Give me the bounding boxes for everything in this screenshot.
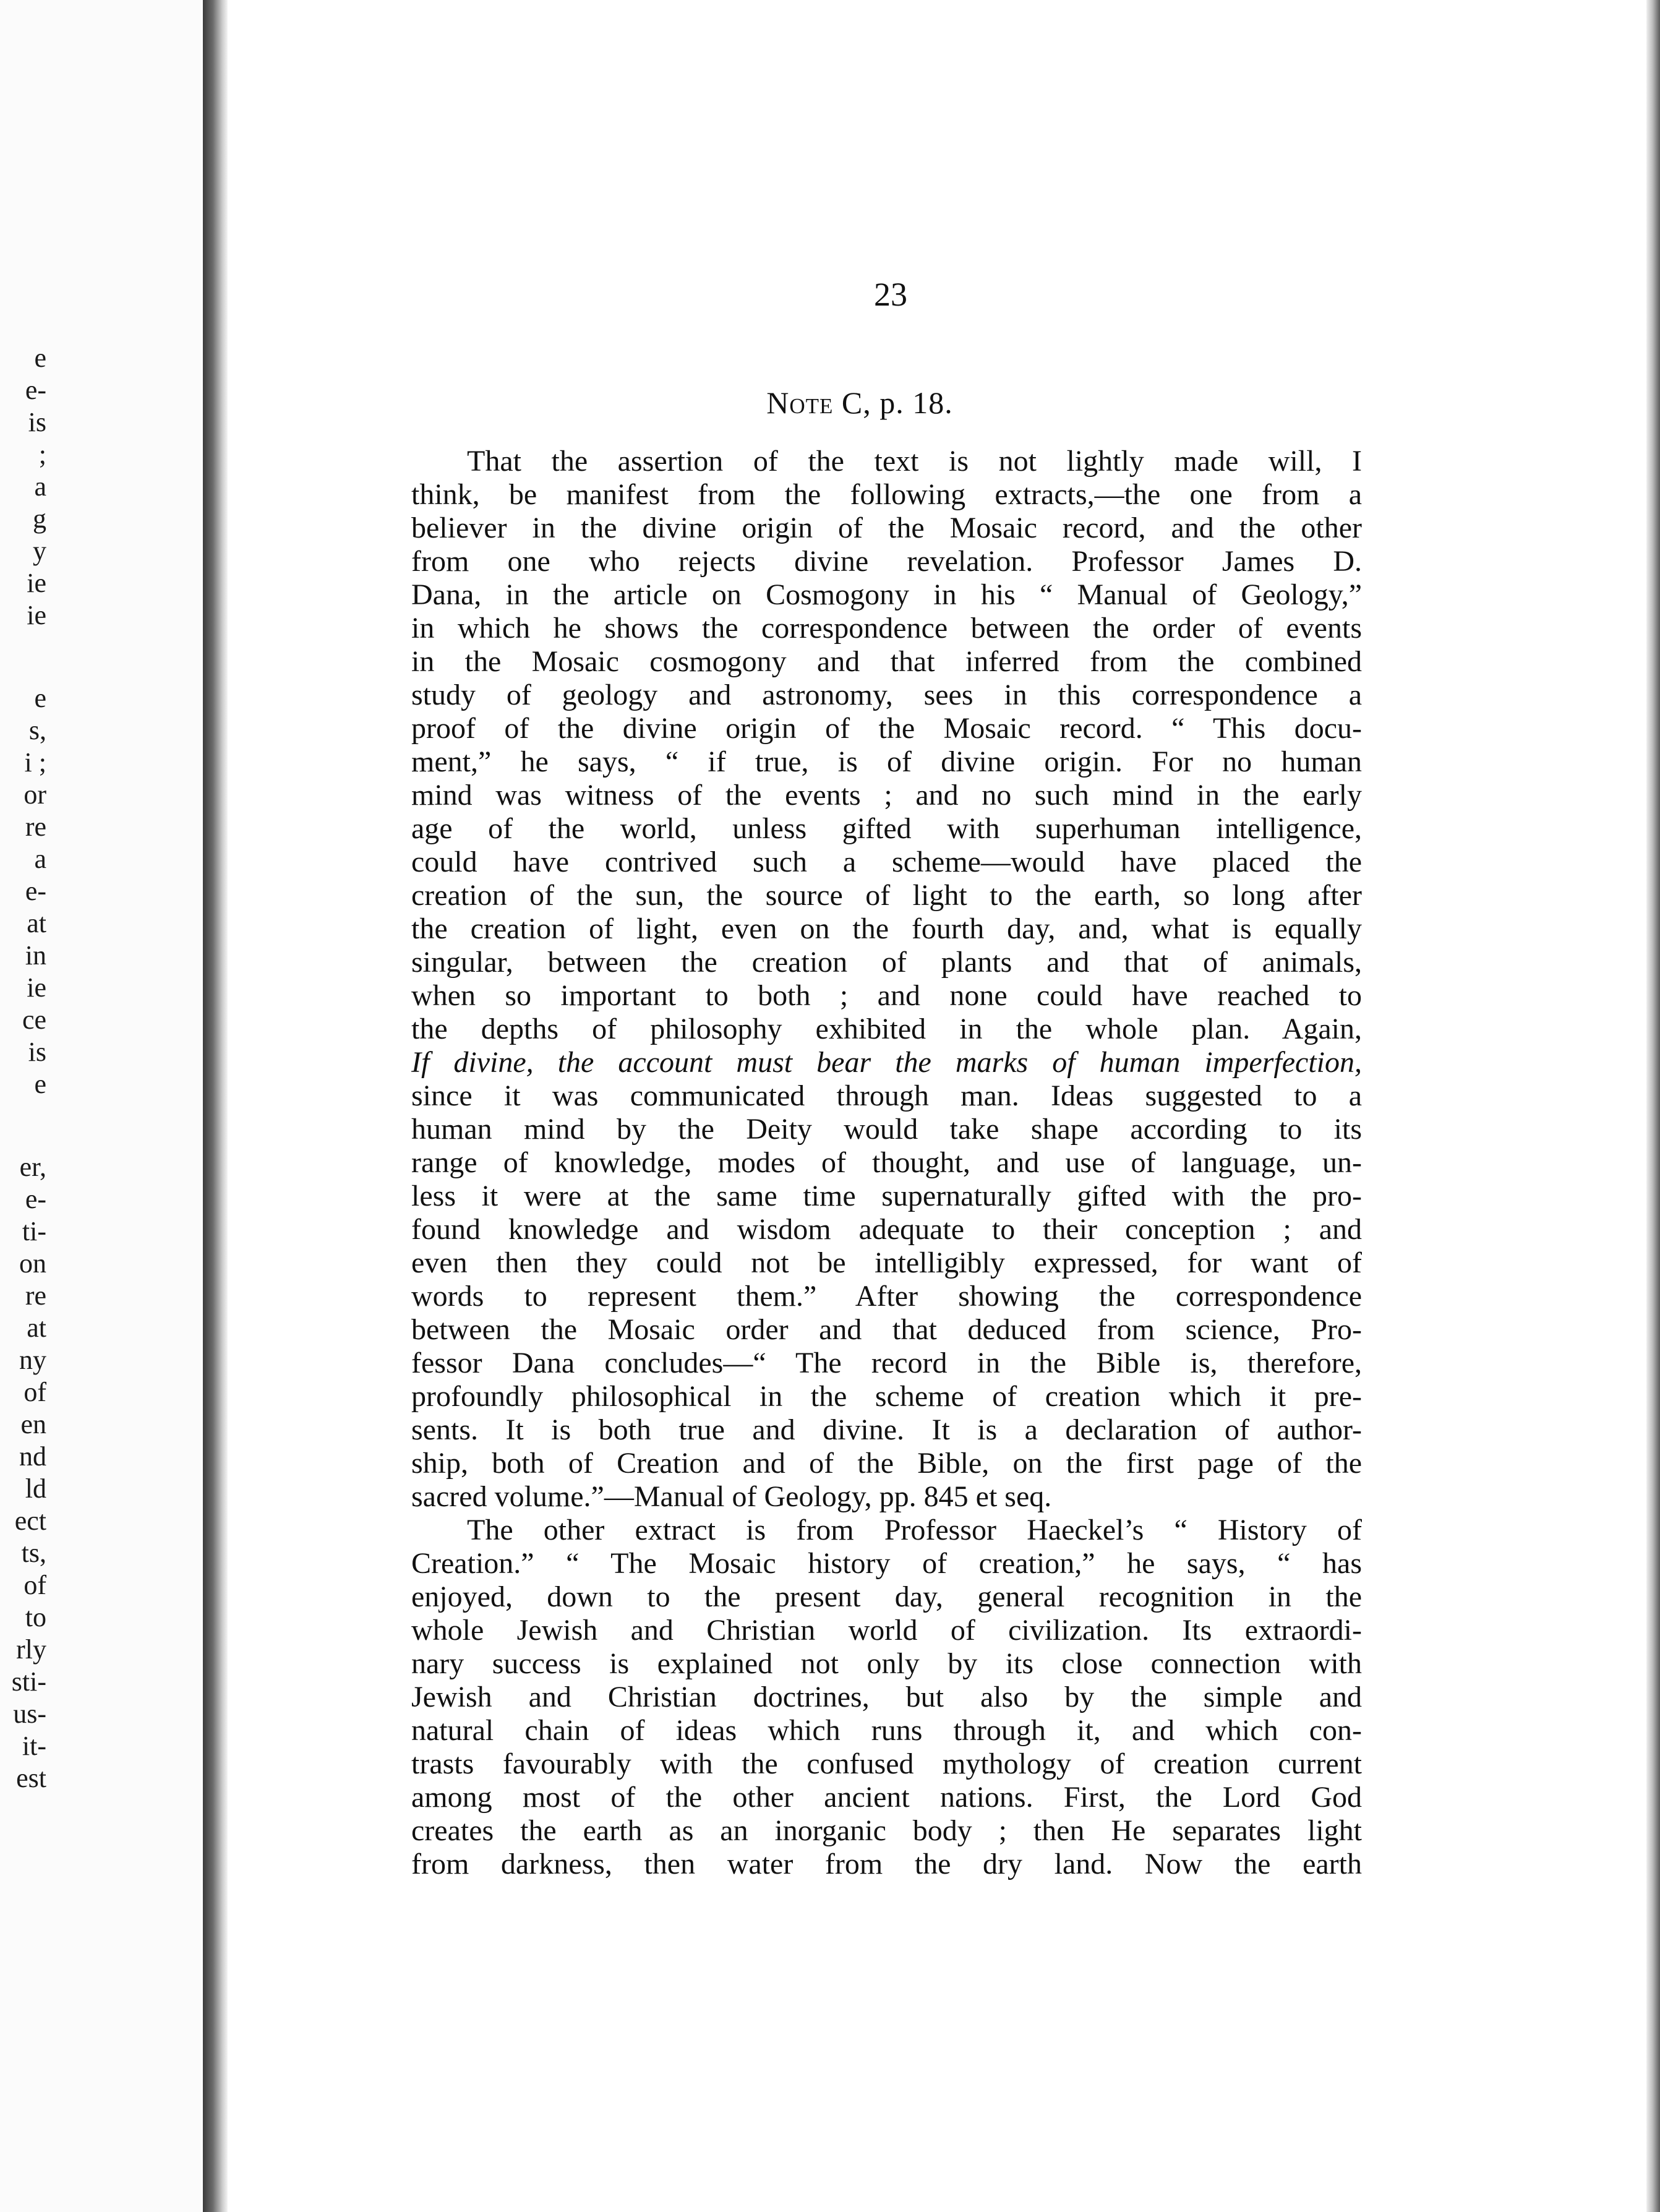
fragment-line: ti- xyxy=(22,1216,46,1246)
previous-page-strip xyxy=(0,0,213,2212)
fragment-line: s, xyxy=(28,715,46,745)
fragment-line: est xyxy=(16,1763,46,1793)
text-line: proof of the divine origin of the Mosaic record. “ This docu- xyxy=(411,712,1362,745)
fragment-line: ; xyxy=(38,439,46,469)
note-heading-word: Note xyxy=(766,385,834,420)
text-line: range of knowledge, modes of thought, and use of language, un- xyxy=(411,1146,1362,1179)
fragment-line: at xyxy=(27,908,46,938)
fragment-line: ld xyxy=(25,1473,46,1504)
fragment-line: of xyxy=(24,1570,46,1600)
note-heading-reference: C, p. 18. xyxy=(841,385,953,420)
text-line: study of geology and astronomy, sees in this correspondence a xyxy=(411,679,1362,711)
fragment-line: ce xyxy=(22,1005,46,1035)
fragment-line: er, xyxy=(19,1152,46,1182)
text-line: profoundly philosophical in the scheme of creation which it pre- xyxy=(411,1380,1362,1413)
fragment-line: is xyxy=(28,407,46,437)
fragment-line: sti- xyxy=(11,1666,46,1697)
text-line: sacred volume.”—Manual of Geology, pp. 845 et seq. xyxy=(411,1480,1052,1513)
text-line: ship, both of Creation and of the Bible, on the first page of the xyxy=(411,1447,1362,1480)
text-line: If divine, the account must bear the marks of human imperfection, xyxy=(411,1046,1362,1079)
fragment-line: or xyxy=(24,779,46,810)
text-line: singular, between the creation of plants and that of animals, xyxy=(411,946,1362,979)
text-line: could have contrived such a scheme—would have placed the xyxy=(411,846,1362,878)
text-line: words to represent them.” After showing the correspondence xyxy=(411,1280,1362,1313)
binding-gutter xyxy=(203,0,228,2212)
text-line: less it were at the same time supernaturally gifted with the pro- xyxy=(411,1180,1362,1212)
page-edge xyxy=(1646,0,1660,2212)
text-line: in which he shows the correspondence between the order of events xyxy=(411,612,1362,645)
text-line: found knowledge and wisdom adequate to their conception ; and xyxy=(411,1213,1362,1246)
text-line: the creation of light, even on the fourth day, and, what is equally xyxy=(411,912,1362,945)
text-line: creates the earth as an inorganic body ; then He separates light xyxy=(411,1814,1362,1847)
fragment-line: re xyxy=(25,1280,46,1311)
text-line: whole Jewish and Christian world of civilization. Its extraordi- xyxy=(411,1614,1362,1647)
fragment-line: to xyxy=(25,1602,46,1632)
fragment-line: ts, xyxy=(21,1538,46,1568)
text-line: creation of the sun, the source of light to the earth, so long after xyxy=(411,879,1362,912)
fragment-line: ie xyxy=(27,972,46,1003)
page-number: 23 xyxy=(874,276,907,313)
fragment-line: g xyxy=(33,504,46,534)
fragment-line: it- xyxy=(22,1731,46,1761)
fragment-line: is xyxy=(28,1037,46,1067)
fragment-line: en xyxy=(20,1409,46,1439)
text-line: sents. It is both true and divine. It is a declaration of author- xyxy=(411,1413,1362,1446)
text-line: believer in the divine origin of the Mosaic record, and the other xyxy=(411,512,1362,544)
fragment-line: ie xyxy=(27,600,46,630)
text-line: mind was witness of the events ; and no such mind in the early xyxy=(411,779,1362,812)
fragment-line: on xyxy=(19,1248,46,1279)
text-line: Jewish and Christian doctrines, but also by the simple and xyxy=(411,1681,1362,1713)
text-line: even then they could not be intelligibly expressed, for want of xyxy=(411,1246,1362,1279)
fragment-line: ny xyxy=(19,1345,46,1375)
fragment-line: a xyxy=(34,844,46,874)
fragment-line: ect xyxy=(14,1506,46,1536)
text-line: ment,” he says, “ if true, is of divine origin. For no human xyxy=(411,745,1362,778)
text-line: natural chain of ideas which runs through it, and which con- xyxy=(411,1714,1362,1747)
text-line: between the Mosaic order and that deduced from science, Pro- xyxy=(411,1313,1362,1346)
fragment-line: y xyxy=(33,536,46,566)
fragment-line: rly xyxy=(16,1634,46,1665)
text-line: from darkness, then water from the dry land. Now the earth xyxy=(411,1848,1362,1880)
text-line: fessor Dana concludes—“ The record in the Bible is, therefore, xyxy=(411,1347,1362,1379)
text-line: the depths of philosophy exhibited in the whole plan. Again, xyxy=(411,1013,1362,1045)
text-line: among most of the other ancient nations. First, the Lord God xyxy=(411,1781,1362,1814)
fragment-line: e xyxy=(34,343,46,373)
text-line: since it was communicated through man. Ideas suggested to a xyxy=(411,1079,1362,1112)
text-line: Dana, in the article on Cosmogony in his “ Manual of Geology,” xyxy=(411,578,1362,611)
fragment-line: nd xyxy=(19,1441,46,1472)
text-line: enjoyed, down to the present day, general recognition in the xyxy=(411,1580,1362,1613)
fragment-line: re xyxy=(25,812,46,842)
note-heading xyxy=(705,385,1014,421)
fragment-line: i ; xyxy=(24,747,46,778)
fragment-line: at xyxy=(27,1313,46,1343)
fragment-line: e xyxy=(34,1069,46,1099)
text-line: from one who rejects divine revelation. Professor James D. xyxy=(411,545,1362,578)
text-line: in the Mosaic cosmogony and that inferred from the combined xyxy=(411,645,1362,678)
text-line: human mind by the Deity would take shape according to its xyxy=(411,1113,1362,1146)
fragment-line: e- xyxy=(25,375,46,405)
fragment-line: e- xyxy=(25,876,46,906)
fragment-line: e xyxy=(34,683,46,713)
text-line: think, be manifest from the following extracts,—the one from a xyxy=(411,478,1362,511)
fragment-line: a xyxy=(34,471,46,502)
fragment-line: e- xyxy=(25,1184,46,1214)
text-line: when so important to both ; and none could have reached to xyxy=(411,979,1362,1012)
fragment-line: in xyxy=(25,940,46,971)
fragment-line: us- xyxy=(13,1699,46,1729)
text-line: Creation.” “ The Mosaic history of creation,” he says, “ has xyxy=(411,1547,1362,1580)
text-line: nary success is explained not only by its close connection with xyxy=(411,1647,1362,1680)
fragment-line: of xyxy=(24,1377,46,1407)
text-line: age of the world, unless gifted with superhuman intelligence, xyxy=(411,812,1362,845)
text-line: The other extract is from Professor Haeckel’s “ History of xyxy=(467,1514,1362,1546)
text-line: That the assertion of the text is not lightly made will, I xyxy=(467,445,1362,478)
fragment-line: ie xyxy=(27,568,46,598)
text-line: trasts favourably with the confused mythology of creation current xyxy=(411,1747,1362,1780)
